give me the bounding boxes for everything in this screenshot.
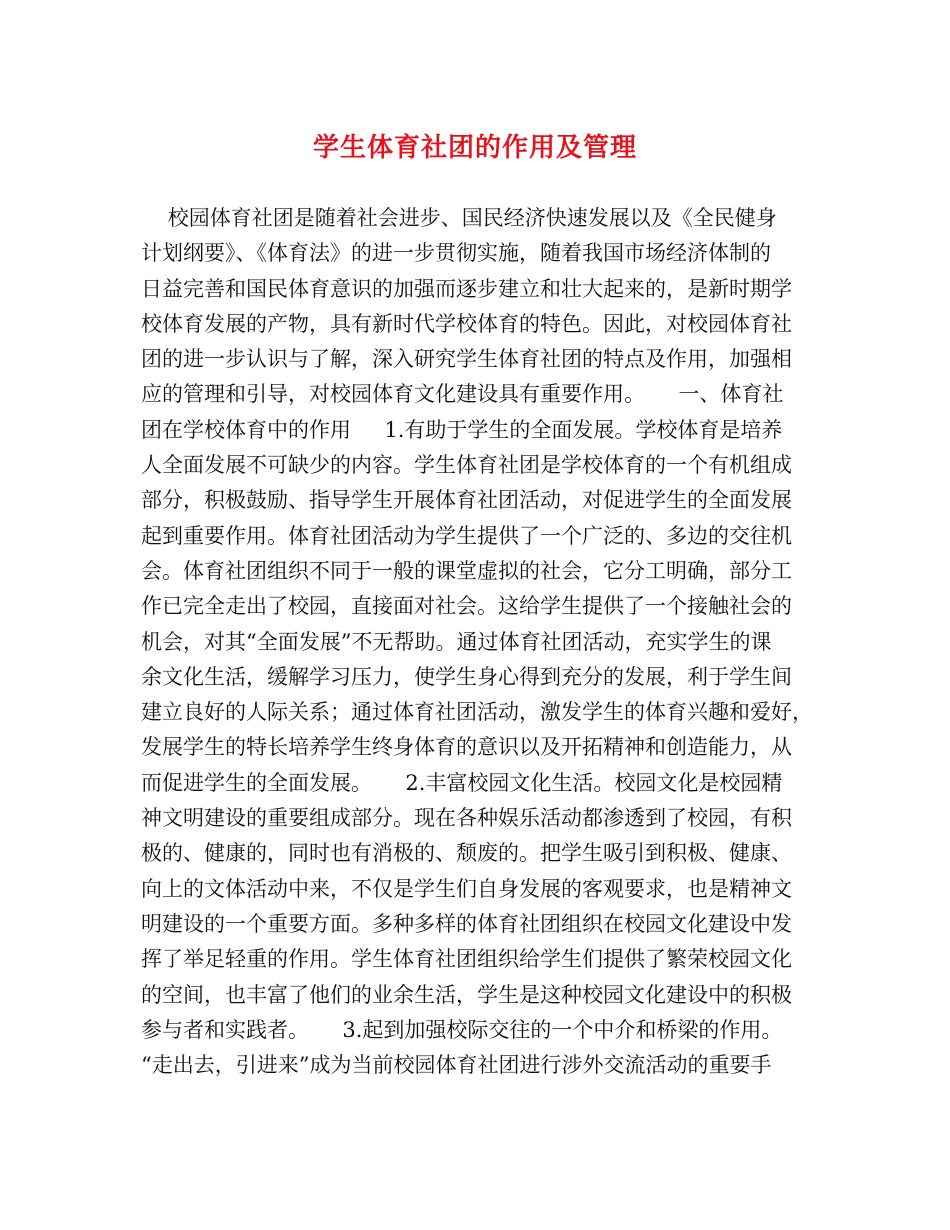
- body-line: 余文化生活，缓解学习压力，使学生身心得到充分的发展，利于学生间: [141, 664, 792, 689]
- body-line: 而促进学生的全面发展。 2.丰富校园文化生活。校园文化是校园精: [141, 770, 783, 795]
- body-line: 计划纲要》、《体育法》的进一步贯彻实施，随着我国市场经济体制的: [141, 241, 771, 266]
- body-line: 作已完全走出了校园，直接面对社会。这给学生提供了一个接触社会的: [141, 594, 792, 619]
- document-title: 学生体育社团的作用及管理: [312, 133, 637, 163]
- body-line: 发展学生的特长培养学生终身体育的意识以及开拓精神和创造能力，从: [141, 735, 792, 760]
- body-line: 日益完善和国民体育意识的加强而逐步建立和壮大起来的，是新时期学: [141, 276, 792, 301]
- body-line: 部分，积极鼓励、指导学生开展体育社团活动，对促进学生的全面发展: [141, 488, 792, 513]
- body-line: 起到重要作用。体育社团活动为学生提供了一个广泛的、多边的交往机: [141, 523, 792, 548]
- body-line: 应的管理和引导，对校园体育文化建设具有重要作用。 一、体育社: [141, 382, 784, 407]
- body-line: 极的、健康的，同时也有消极的、颓废的。把学生吸引到积极、健康、: [141, 841, 792, 866]
- body-line: 神文明建设的重要组成部分。现在各种娱乐活动都渗透到了校园，有积: [141, 806, 792, 831]
- body-line: 团的进一步认识与了解，深入研究学生体育社团的特点及作用，加强相: [141, 347, 792, 372]
- body-line: 的空间，也丰富了他们的业余生活，学生是这种校园文化建设中的积极: [141, 982, 792, 1007]
- body-line: “走出去，引进来”成为当前校园体育社团进行涉外交流活动的重要手: [141, 1053, 772, 1078]
- document-body: [141, 201, 821, 1083]
- body-line: 校园体育社团是随着社会进步、国民经济快速发展以及《全民健身: [141, 206, 777, 230]
- body-line: 会。体育社团组织不同于一般的课堂虚拟的社会，它分工明确，部分工: [141, 558, 792, 583]
- body-line: 建立良好的人际关系；通过体育社团活动，激发学生的体育兴趣和爱好，: [141, 700, 813, 725]
- body-line: 挥了举足轻重的作用。学生体育社团组织给学生们提供了繁荣校园文化: [141, 947, 792, 972]
- body-line: 机会，对其“全面发展”不无帮助。通过体育社团活动，充实学生的课: [141, 629, 772, 654]
- body-line: 校体育发展的产物，具有新时代学校体育的特色。因此，对校园体育社: [141, 311, 792, 336]
- body-line: 人全面发展不可缺少的内容。学生体育社团是学校体育的一个有机组成: [141, 453, 792, 478]
- body-line: 向上的文体活动中来，不仅是学生们自身发展的客观要求，也是精神文: [141, 876, 792, 901]
- body-line: 团在学校体育中的作用 1.有助于学生的全面发展。学校体育是培养: [141, 417, 783, 442]
- body-line: 参与者和实践者。 3.起到加强校际交往的一个中介和桥梁的作用。: [141, 1017, 783, 1042]
- body-line: 明建设的一个重要方面。多种多样的体育社团组织在校园文化建设中发: [141, 911, 792, 936]
